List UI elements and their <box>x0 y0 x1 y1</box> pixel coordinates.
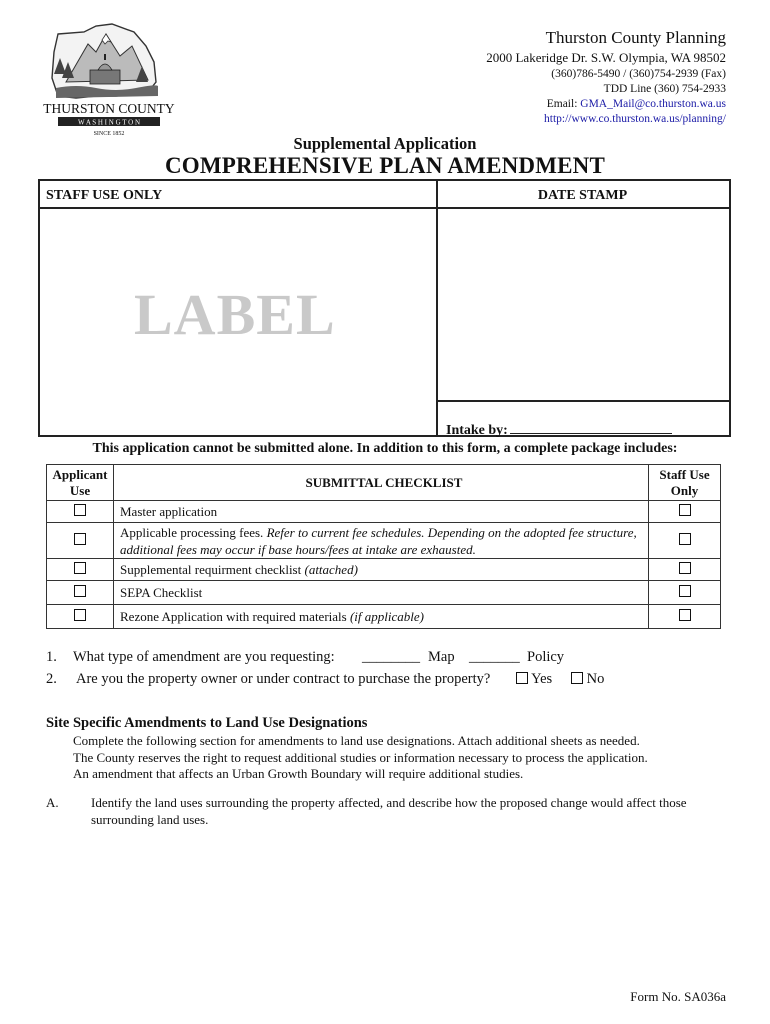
staff-header-line2: Only <box>670 482 699 498</box>
policy-option-label: Policy <box>527 649 565 665</box>
no-label: No <box>586 671 605 687</box>
applicant-use-header <box>47 465 114 501</box>
form-title: COMPREHENSIVE PLAN AMENDMENT <box>164 153 606 178</box>
staff-checkbox-master-application[interactable] <box>679 504 691 516</box>
staff-checkbox-cell <box>649 523 721 559</box>
staff-use-box <box>38 179 731 437</box>
intake-by-field[interactable] <box>446 421 672 439</box>
table-row <box>47 581 721 605</box>
map-blank[interactable]: ________ <box>362 649 420 665</box>
applicant-checkbox-rezone-application[interactable] <box>74 609 86 621</box>
policy-blank[interactable]: _______ <box>469 649 520 665</box>
checklist-item <box>114 605 649 629</box>
phone-fax: (360)786-5490 / (360)754-2939 (Fax) <box>551 68 726 80</box>
staff-checkbox-sepa-checklist[interactable] <box>679 585 691 597</box>
staff-use-only-label: STAFF USE ONLY <box>40 181 436 209</box>
instruction-line-2: The County reserves the right to request additional studies or information necessary to process the application. <box>73 749 648 765</box>
thurston-county-logo <box>36 22 182 138</box>
table-row <box>47 605 721 629</box>
item-text: SEPA Checklist <box>120 584 203 600</box>
staff-checkbox-supplemental-checklist[interactable] <box>679 562 691 574</box>
submittal-checklist-header: SUBMITTAL CHECKLIST <box>114 465 649 501</box>
website-link[interactable]: http://www.co.thurston.wa.us/planning/ <box>544 113 726 125</box>
applicant-header-line1: Applicant <box>52 466 108 482</box>
site-specific-heading: Site Specific Amendments to Land Use Designations <box>46 715 368 731</box>
staff-checkbox-cell <box>649 605 721 629</box>
staff-checkbox-cell <box>649 559 721 581</box>
instruction-line-1: Complete the following section for amendments to land use designations. Attach additional sheets as needed. <box>73 733 640 748</box>
checklist-item <box>114 581 649 605</box>
date-stamp-label: DATE STAMP <box>436 181 729 209</box>
item-text: Rezone Application with required materials <box>120 608 350 624</box>
checklist-header-row <box>47 465 721 501</box>
applicant-checkbox-master-application[interactable] <box>74 504 86 516</box>
package-note: This application cannot be submitted alone. In addition to this form, a complete package includes: <box>92 441 678 456</box>
applicant-checkbox-cell <box>47 501 114 523</box>
table-row <box>47 501 721 523</box>
item-note: (attached) <box>304 561 358 577</box>
intake-separator <box>438 400 729 402</box>
yes-label: Yes <box>531 671 553 687</box>
applicant-checkbox-cell <box>47 523 114 559</box>
item-a-label: A. <box>46 795 59 810</box>
question-1-number: 1. <box>46 649 57 665</box>
submittal-checklist-table <box>46 464 721 629</box>
email-label: Email: <box>546 98 581 110</box>
item-text: Supplemental requirment checklist <box>120 561 305 577</box>
table-row <box>47 523 721 559</box>
staff-header-line1: Staff Use <box>659 466 710 482</box>
staff-checkbox-rezone-application[interactable] <box>679 609 691 621</box>
email-link[interactable]: GMA_Mail@co.thurston.wa.us <box>580 98 726 110</box>
logo-since-text: SINCE 1852 <box>93 131 125 137</box>
staff-box-divider <box>436 181 438 435</box>
staff-checkbox-cell <box>649 501 721 523</box>
question-2-number: 2. <box>46 671 57 687</box>
label-watermark: LABEL <box>134 282 336 347</box>
checklist-item <box>114 501 649 523</box>
question-1-text: What type of amendment are you requesting: <box>73 649 335 665</box>
site-specific-instructions <box>73 733 713 783</box>
checklist-item <box>114 523 649 559</box>
applicant-checkbox-cell <box>47 559 114 581</box>
yes-checkbox[interactable] <box>516 672 528 684</box>
staff-checkbox-cell <box>649 581 721 605</box>
applicant-checkbox-sepa-checklist[interactable] <box>74 585 86 597</box>
item-text: Master application <box>120 503 218 519</box>
item-a-text: Identify the land uses surrounding the property affected, and describe how the proposed change would affect those surrounding land uses. <box>91 795 687 827</box>
intake-by-label: Intake by: <box>446 423 508 438</box>
form-number: Form No. SA036a <box>630 989 726 1004</box>
applicant-checkbox-cell <box>47 605 114 629</box>
item-note: Refer to current fee schedules. Depending on the adopted fee structure, additional fees may occur if base hours/fees at intake are exhausted. <box>120 524 637 557</box>
applicant-checkbox-processing-fees[interactable] <box>74 533 86 545</box>
form-subtitle: Supplemental Application <box>293 134 477 153</box>
table-row <box>47 559 721 581</box>
item-text: Applicable processing fees. <box>120 524 267 540</box>
applicant-header-line2: Use <box>69 482 91 498</box>
org-name: Thurston County Planning <box>545 28 726 47</box>
item-note: (if applicable) <box>349 608 424 624</box>
checklist-item <box>114 559 649 581</box>
no-option[interactable] <box>571 671 604 688</box>
staff-use-header <box>649 465 721 501</box>
address: 2000 Lakeridge Dr. S.W. Olympia, WA 98502 <box>486 50 726 65</box>
applicant-checkbox-supplemental-checklist[interactable] <box>74 562 86 574</box>
staff-checkbox-processing-fees[interactable] <box>679 533 691 545</box>
yes-option[interactable] <box>516 671 552 688</box>
intake-by-blank[interactable] <box>510 421 672 434</box>
email-line <box>547 98 726 110</box>
logo-name-text: THURSTON COUNTY <box>43 101 175 116</box>
applicant-checkbox-cell <box>47 581 114 605</box>
tdd-line: TDD Line (360) 754-2933 <box>603 83 726 95</box>
map-option-label: Map <box>428 649 455 665</box>
question-2-text: Are you the property owner or under contract to purchase the property? <box>76 671 491 687</box>
logo-state-text: W A S H I N G T O N <box>77 118 141 127</box>
county-seal-graphic <box>36 22 182 138</box>
instruction-line-3: An amendment that affects an Urban Growth Boundary will require additional studies. <box>73 766 524 781</box>
no-checkbox[interactable] <box>571 672 583 684</box>
